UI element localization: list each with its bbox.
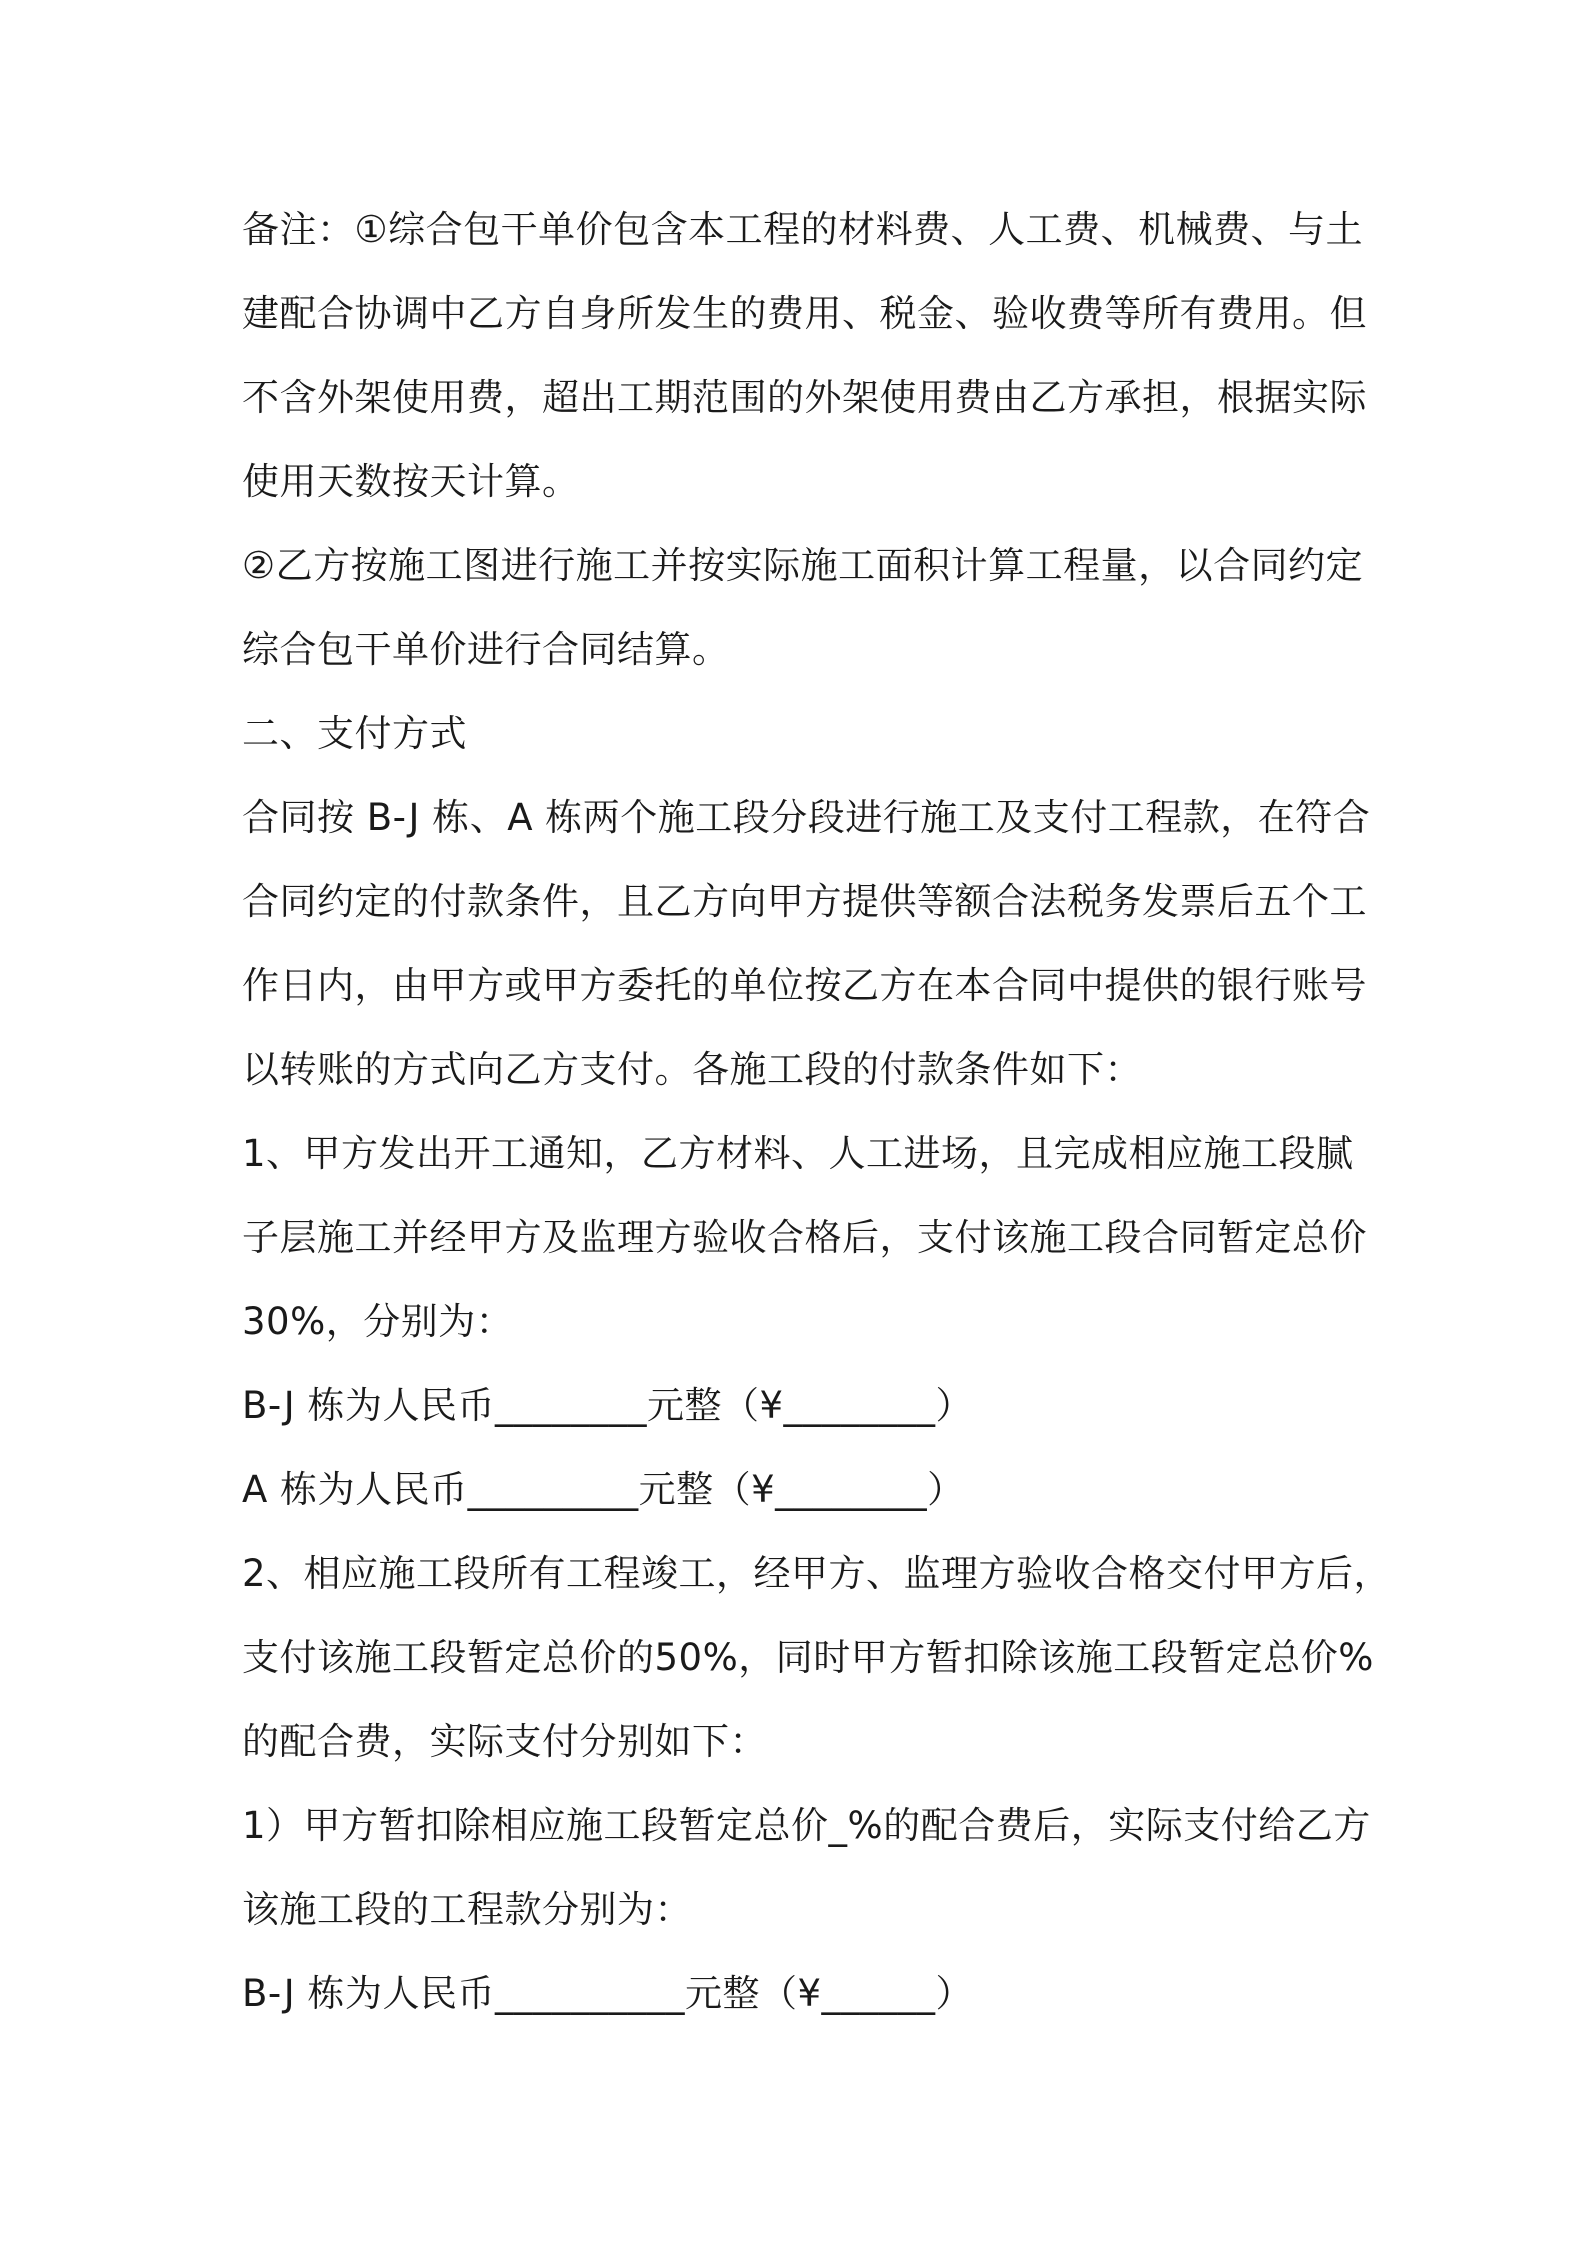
clause-2-bj-amount: B-J 栋为人民币__________元整（¥______） [242, 1972, 974, 2015]
clause-2-line-2: 支付该施工段暂定总价的50%，同时甲方暂扣除该施工段暂定总价% [242, 1636, 1374, 1679]
remark-2-line-1: ②乙方按施工图进行施工并按实际施工面积计算工程量，以合同约定 [242, 544, 1364, 587]
document-body [242, 200, 1392, 2048]
clause-2-line-1: 2、相应施工段所有工程竣工，经甲方、监理方验收合格交付甲方后， [242, 1552, 1392, 1595]
section-heading-payment: 二、支付方式 [242, 712, 467, 755]
clause-1-line-3: 30%，分别为： [242, 1300, 514, 1343]
clause-1-a-amount: A 栋为人民币_________元整（¥________） [242, 1468, 965, 1511]
clause-2-line-3: 的配合费，实际支付分别如下： [242, 1720, 767, 1763]
payment-intro-line-4: 以转账的方式向乙方支付。各施工段的付款条件如下： [242, 1048, 1142, 1091]
remark-line-1: 备注：①综合包干单价包含本工程的材料费、人工费、机械费、与土 [242, 208, 1364, 251]
clause-1-bj-amount: B-J 栋为人民币________元整（¥________） [242, 1384, 974, 1427]
clause-2-sub-1-line-2: 该施工段的工程款分别为： [242, 1888, 692, 1931]
payment-intro-line-1: 合同按 B-J 栋、A 栋两个施工段分段进行施工及支付工程款，在符合 [242, 796, 1371, 839]
remark-line-3: 不含外架使用费，超出工期范围的外架使用费由乙方承担，根据实际 [242, 376, 1367, 419]
remark-line-2: 建配合协调中乙方自身所发生的费用、税金、验收费等所有费用。但 [242, 292, 1367, 335]
clause-1-line-2: 子层施工并经甲方及监理方验收合格后，支付该施工段合同暂定总价 [242, 1216, 1367, 1259]
remark-line-4: 使用天数按天计算。 [242, 460, 580, 503]
clause-2-sub-1-line-1: 1）甲方暂扣除相应施工段暂定总价_%的配合费后，实际支付给乙方 [242, 1804, 1371, 1847]
remark-2-line-2: 综合包干单价进行合同结算。 [242, 628, 730, 671]
clause-1-line-1: 1、甲方发出开工通知，乙方材料、人工进场，且完成相应施工段腻 [242, 1132, 1354, 1175]
payment-intro-line-3: 作日内，由甲方或甲方委托的单位按乙方在本合同中提供的银行账号 [242, 964, 1367, 1007]
payment-intro-line-2: 合同约定的付款条件，且乙方向甲方提供等额合法税务发票后五个工 [242, 880, 1367, 923]
